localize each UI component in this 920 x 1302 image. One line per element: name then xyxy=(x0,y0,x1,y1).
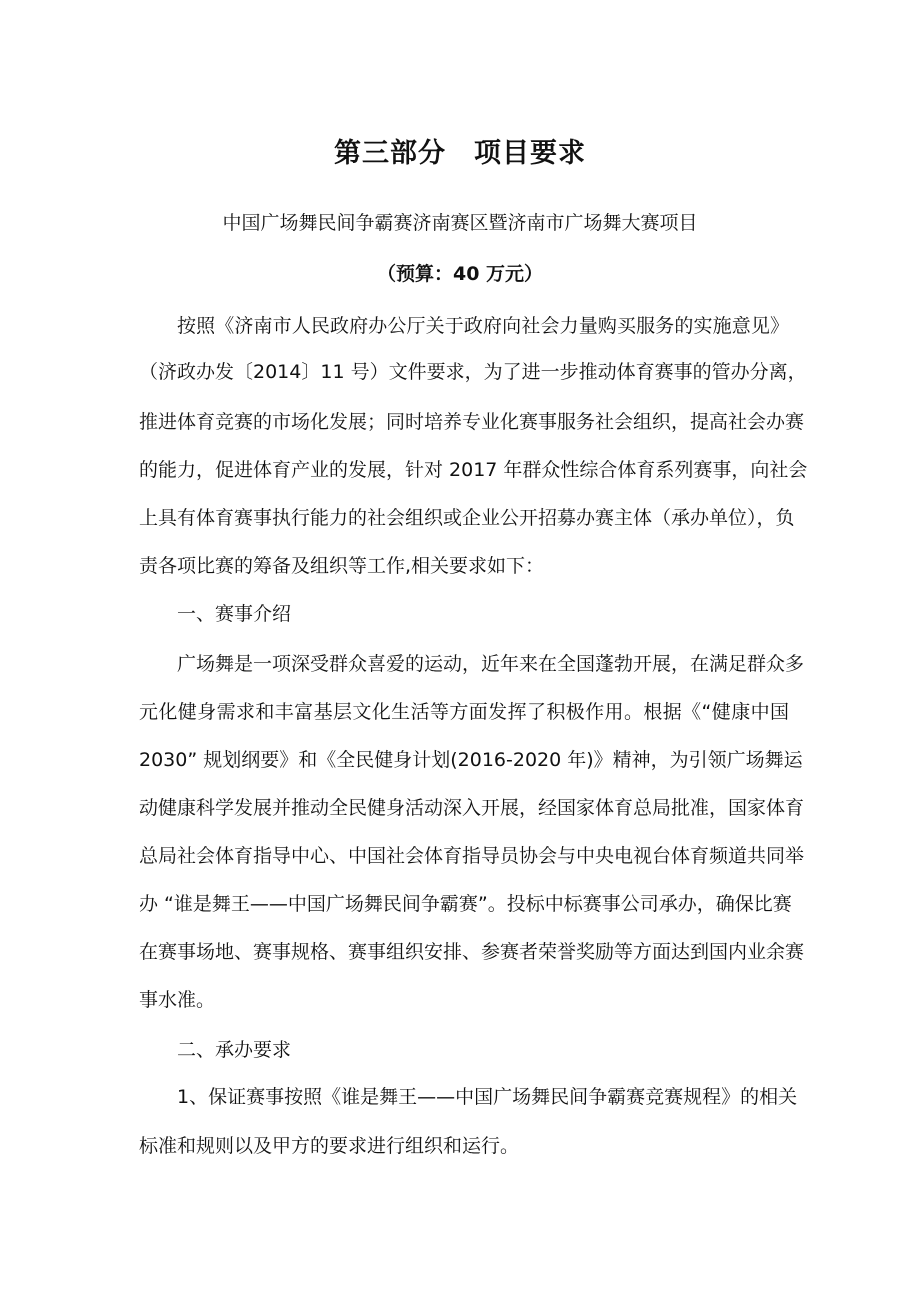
paragraph-line: 在赛事场地、赛事规格、赛事组织安排、参赛者荣誉奖励等方面达到国内业余赛 xyxy=(139,941,805,963)
paragraph-line: 总局社会体育指导中心、中国社会体育指导员协会与中央电视台体育频道共同举 xyxy=(139,845,805,867)
paragraph-line: 1、保证赛事按照《谁是舞王——中国广场舞民间争霸赛竞赛规程》的相关 xyxy=(177,1086,798,1108)
paragraph-line: 按照《济南市人民政府办公厅关于政府向社会力量购买服务的实施意见》 xyxy=(177,315,789,337)
budget-line: （预算：40 万元） xyxy=(376,263,544,285)
paragraph-line: 的能力，促进体育产业的发展，针对 2017 年群众性综合体育系列赛事，向社会 xyxy=(139,459,808,481)
section-heading-requirements: 二、承办要求 xyxy=(177,1039,292,1061)
paragraph-line: 推进体育竞赛的市场化发展；同时培养专业化赛事服务社会组织，提高社会办赛 xyxy=(139,411,805,433)
paragraph-line: 上具有体育赛事执行能力的社会组织或企业公开招募办赛主体（承办单位），负 xyxy=(139,507,795,529)
paragraph-line: （济政办发〔2014〕11 号）文件要求，为了进一步推动体育赛事的管办分离， xyxy=(139,361,807,383)
paragraph-line: 责各项比赛的筹备及组织等工作,相关要求如下： xyxy=(139,555,545,577)
paragraph-line: 2030” 规划纲要》和《全民健身计划(2016-2020 年)》精神，为引领广场舞运 xyxy=(139,749,803,771)
project-subtitle: 中国广场舞民间争霸赛济南赛区暨济南市广场舞大赛项目 xyxy=(222,212,698,234)
paragraph-line: 标准和规则以及甲方的要求进行组织和运行。 xyxy=(139,1135,520,1157)
section-heading-intro: 一、赛事介绍 xyxy=(177,603,292,625)
paragraph-line: 动健康科学发展并推动全民健身活动深入开展，经国家体育总局批准，国家体育 xyxy=(139,797,805,819)
paragraph-line: 广场舞是一项深受群众喜爱的运动，近年来在全国蓬勃开展，在满足群众多 xyxy=(177,653,805,675)
paragraph-line: 事水准。 xyxy=(139,989,216,1011)
page-title: 第三部分 项目要求 xyxy=(334,138,586,169)
paragraph-line: 办 “谁是舞王——中国广场舞民间争霸赛”。投标中标赛事公司承办，确保比赛 xyxy=(139,893,792,915)
paragraph-line: 元化健身需求和丰富基层文化生活等方面发挥了积极作用。根据《“健康中国 xyxy=(139,701,789,723)
